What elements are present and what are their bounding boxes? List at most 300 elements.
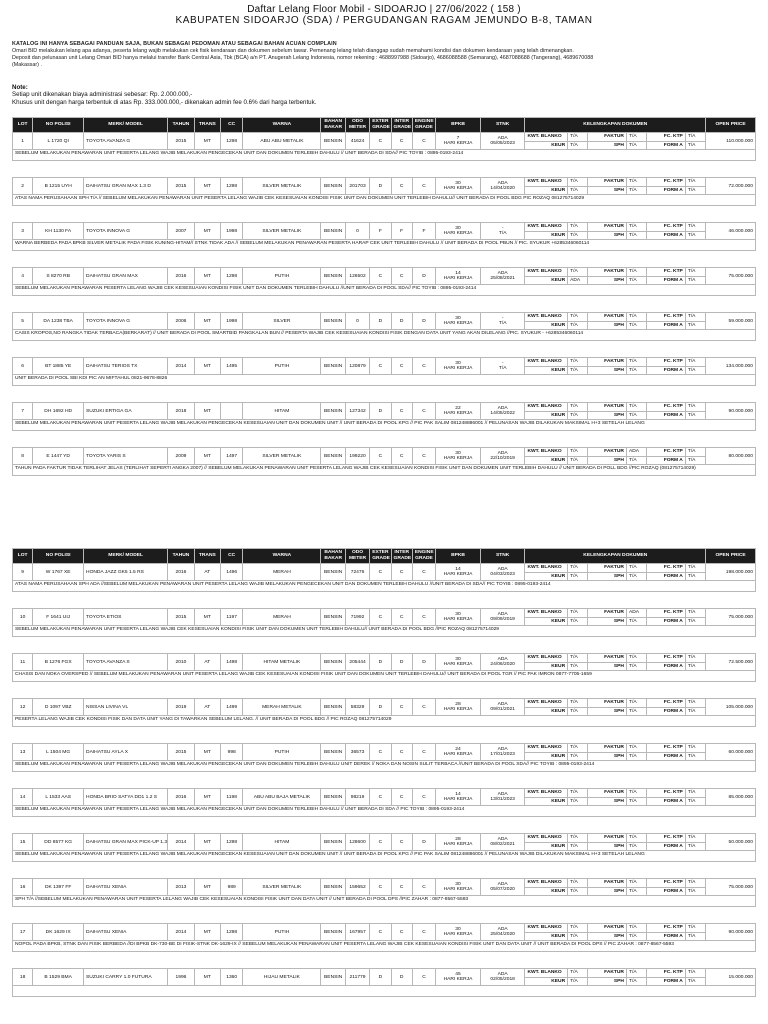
- stnk-date: 09/09/2019: [490, 617, 515, 622]
- faktur-value: T/A: [626, 178, 646, 187]
- engine-cc: 1498: [221, 654, 243, 671]
- car-color: PUTIH: [243, 358, 321, 375]
- stnk-date: T/A: [498, 321, 507, 326]
- row-spacer: [13, 727, 756, 744]
- exterior-grade: C: [370, 133, 391, 150]
- fc-ktp-value: T/A: [685, 609, 705, 618]
- column-header: CC: [221, 118, 243, 133]
- row-spacer: [13, 431, 756, 448]
- kwt-blanko-label: KWT. BLANKO: [525, 834, 568, 843]
- fuel-type: BENSIN: [321, 268, 345, 285]
- engine-cc: 1998: [221, 313, 243, 330]
- transmission: MT: [194, 223, 220, 240]
- faktur-label: FAKTUR: [588, 789, 627, 798]
- sph-value: T/A: [626, 797, 646, 806]
- keur-value: T/A: [568, 231, 588, 240]
- exterior-grade: C: [370, 924, 391, 941]
- car-year: 2016: [168, 268, 194, 285]
- kwt-blanko-value: T/A: [568, 403, 588, 412]
- open-price: 75.000.000: [706, 268, 756, 285]
- transmission: MT: [194, 358, 220, 375]
- column-header: KELENGKAPAN DOKUMEN: [525, 118, 706, 133]
- car-model: HONDA BRIO SATYA DD1 1.2 S: [84, 789, 168, 806]
- plate-number: BT 1885 YE: [33, 358, 84, 375]
- engine-grade: C: [412, 744, 435, 761]
- stnk-status: [480, 178, 525, 195]
- sph-value: T/A: [626, 887, 646, 896]
- table-header-row: [13, 549, 756, 564]
- sph-value: T/A: [626, 456, 646, 465]
- fc-ktp-value: T/A: [685, 969, 705, 978]
- bpkb-value: 30: [455, 225, 461, 231]
- lot-number: 7: [13, 403, 33, 420]
- car-color: SILVER METALIK: [243, 178, 321, 195]
- fuel-type: BENSIN: [321, 924, 345, 941]
- car-model: DAIHATSU GRAN MAX PICK-UP 1.3: [84, 834, 168, 851]
- bpkb-days: [436, 178, 481, 195]
- exterior-grade: D: [370, 654, 391, 671]
- lot-number: 10: [13, 609, 33, 626]
- plate-number: E 1447 YD: [33, 448, 84, 465]
- fc-ktp-value: T/A: [685, 654, 705, 663]
- fc-ktp-value: T/A: [685, 699, 705, 708]
- disclaimer-heading: KATALOG INI HANYA SEBAGAI PANDUAN SAJA, BUKAN SEBAGAI PEDOMAN ATAU SEBAGAI BAHAN ACUAN COMPLAIN: [12, 41, 337, 47]
- car-year: 2015: [168, 744, 194, 761]
- exterior-grade: D: [370, 178, 391, 195]
- row-spacer: [13, 907, 756, 924]
- odometer: 127342: [345, 403, 369, 420]
- stnk-value: -: [501, 315, 504, 321]
- fc-ktp-label: FC. KTP: [647, 969, 686, 978]
- sph-value: T/A: [626, 932, 646, 941]
- note-admin-fee: Setiap unit dikenakan biaya administrasi sebesar: Rp. 2.000.000,-: [12, 91, 193, 98]
- open-price: 72.500.000: [706, 654, 756, 671]
- car-color: HITAM: [243, 834, 321, 851]
- plate-number: S 8270 RB: [33, 268, 84, 285]
- spacer-cell: [13, 682, 756, 699]
- car-color: PUTIH: [243, 268, 321, 285]
- sph-label: SPH: [588, 186, 627, 195]
- lot-note: CASIS KROPOS,NO RANGKA TIDAK TERBACA(BERKARAT) // UNIT BERADA DI POOL SMARTBID PANGKALAN BUN // PESERTA WAJIB CEK KESESUAIAN KONDISI FISIK DENGAN DATA UNIT YANG AKAN DILELANG //PIC. SYUKUR - +6285346060114: [13, 330, 756, 341]
- fc-ktp-label: FC. KTP: [647, 879, 686, 888]
- transmission: MT: [194, 789, 220, 806]
- table-row: [13, 744, 756, 753]
- stnk-value: ADA: [497, 881, 508, 887]
- transmission: MT: [194, 313, 220, 330]
- bpkb-unit: HARI KERJA: [443, 887, 473, 892]
- stnk-status: [480, 223, 525, 240]
- table-row: [13, 834, 756, 843]
- transmission: MT: [194, 133, 220, 150]
- sph-label: SPH: [588, 572, 627, 581]
- fc-ktp-value: T/A: [685, 924, 705, 933]
- bpkb-days: [436, 268, 481, 285]
- car-model: DAIHATSU TERIOS TX: [84, 358, 168, 375]
- engine-grade: C: [412, 448, 435, 465]
- keur-label: KEUR: [525, 141, 568, 150]
- exterior-grade: C: [370, 789, 391, 806]
- sph-label: SPH: [588, 276, 627, 285]
- kwt-blanko-value: T/A: [568, 609, 588, 618]
- fuel-type: BENSIN: [321, 178, 345, 195]
- plate-number: F 1641 UIJ: [33, 609, 84, 626]
- fc-ktp-label: FC. KTP: [647, 654, 686, 663]
- keur-value: T/A: [568, 842, 588, 851]
- interior-grade: C: [391, 834, 412, 851]
- keur-label: KEUR: [525, 276, 568, 285]
- stnk-status: [480, 133, 525, 150]
- kwt-blanko-label: KWT. BLANKO: [525, 268, 568, 277]
- car-year: 2014: [168, 358, 194, 375]
- stnk-date: 14/04/2020: [490, 186, 515, 191]
- fc-ktp-value: T/A: [685, 133, 705, 142]
- fuel-type: BENSIN: [321, 564, 345, 581]
- stnk-date: 17/01/2023: [490, 752, 515, 757]
- interior-grade: C: [391, 924, 412, 941]
- stnk-status: [480, 448, 525, 465]
- faktur-label: FAKTUR: [588, 564, 627, 573]
- sph-value: T/A: [626, 617, 646, 626]
- car-model: TOYOTA INNOVA G: [84, 223, 168, 240]
- spacer-cell: [13, 296, 756, 313]
- faktur-label: FAKTUR: [588, 358, 627, 367]
- stnk-date: 13/01/2023: [490, 797, 515, 802]
- bpkb-unit: HARI KERJA: [443, 186, 473, 191]
- engine-grade: C: [412, 879, 435, 896]
- faktur-label: FAKTUR: [588, 924, 627, 933]
- stnk-date: 25/08/2021: [490, 276, 515, 281]
- transmission: AT: [194, 564, 220, 581]
- fuel-type: BENSIN: [321, 448, 345, 465]
- faktur-label: FAKTUR: [588, 744, 627, 753]
- plate-number: DA 1238 TBA: [33, 313, 84, 330]
- exterior-grade: D: [370, 403, 391, 420]
- car-color: HITAM: [243, 403, 321, 420]
- stnk-value: ADA: [497, 701, 508, 707]
- stnk-status: [480, 969, 525, 986]
- faktur-value: T/A: [626, 564, 646, 573]
- bpkb-value: 30: [455, 611, 461, 617]
- bpkb-days: [436, 744, 481, 761]
- interior-grade: C: [391, 448, 412, 465]
- exterior-grade: D: [370, 969, 391, 986]
- bpkb-days: [436, 313, 481, 330]
- car-year: 2019: [168, 699, 194, 716]
- column-header: EXTER GRADE: [370, 118, 391, 133]
- disclaimer-payment: Deposit dan pelunasan unit Lelang Omari BID hanya melalui transfer Bank Central Asia, Tbk (BCA) a/n PT. Anugerah Lelang Indonesia, nomor rekening : 4688997988 (Sidoarjo), 4686088588 (Semarang), 4687088688 (Tangerang), 4689670088: [12, 55, 594, 61]
- exterior-grade: D: [370, 313, 391, 330]
- table-row: [13, 403, 756, 412]
- engine-grade: D: [412, 654, 435, 671]
- faktur-label: FAKTUR: [588, 879, 627, 888]
- lot-number: 16: [13, 879, 33, 896]
- keur-value: T/A: [568, 662, 588, 671]
- stnk-value: -: [501, 225, 504, 231]
- engine-grade: F: [412, 223, 435, 240]
- car-year: 2016: [168, 789, 194, 806]
- open-price: 90.000.000: [706, 924, 756, 941]
- car-model: DAIHATSU GRAN MAX: [84, 268, 168, 285]
- bpkb-days: [436, 924, 481, 941]
- open-price: 46.000.000: [706, 223, 756, 240]
- row-spacer: [13, 772, 756, 789]
- car-model: SUZUKI CARRY 1.0 FUTURA: [84, 969, 168, 986]
- keur-label: KEUR: [525, 366, 568, 375]
- form-a-label: FORM A: [647, 977, 686, 986]
- spacer-cell: [13, 431, 756, 448]
- form-a-label: FORM A: [647, 276, 686, 285]
- car-model: SUZUKI ERTIGA GA: [84, 403, 168, 420]
- engine-cc: 1198: [221, 789, 243, 806]
- form-a-label: FORM A: [647, 662, 686, 671]
- lot-note: PESERTA LELANG WAJIB CEK KONDISI FISIK DAN DATA UNIT YANG DI TAWARKAN SEBELUM LELANG. // UNIT BERADA DI POOL BDG // PIC ROZAQ 081275714029: [13, 716, 756, 727]
- keur-value: T/A: [568, 707, 588, 716]
- lot-note-row: [13, 375, 756, 386]
- keur-label: KEUR: [525, 411, 568, 420]
- stnk-date: 25/04/2020: [490, 932, 515, 937]
- keur-label: KEUR: [525, 186, 568, 195]
- kwt-blanko-label: KWT. BLANKO: [525, 133, 568, 142]
- car-model: NISSAN LIVINA VL: [84, 699, 168, 716]
- note-title: Note:: [12, 84, 28, 91]
- interior-grade: C: [391, 699, 412, 716]
- bpkb-days: [436, 358, 481, 375]
- lot-table-1: [12, 117, 756, 476]
- stnk-date: 05/07/2020: [490, 887, 515, 892]
- disclaimer-text: Omari BID melakukan lelang apa adanya, peserta lelang wajib melakukan cek fisik kendaraan dan dokumen sebelum tawar. Pemenang lelang telah dianggap sudah memahami kondisi dan dokumen kendaraan yang telah dimenangkan.: [12, 48, 574, 54]
- lot-note: ATAS NAMA PERUSAHAAN SPH T/A // SEBELUM MELAKUKAN PENAWARAN UNIT PESERTA LELANG WAJIB CEK KESESUAIAN KONDISI FISIK UNIT DAN DOKUMEN UNIT TERLEBIH DAHULU// UNIT BERADA DI POOL BDG PIC ROZAQ 081275714029: [13, 195, 756, 206]
- column-header: NO POLISI: [33, 118, 84, 133]
- fc-ktp-label: FC. KTP: [647, 834, 686, 843]
- odometer: 211779: [345, 969, 369, 986]
- sph-label: SPH: [588, 887, 627, 896]
- sph-value: T/A: [626, 977, 646, 986]
- column-header: BAHAN BAKAR: [321, 549, 345, 564]
- form-a-value: T/A: [685, 456, 705, 465]
- keur-label: KEUR: [525, 231, 568, 240]
- lot-number: 15: [13, 834, 33, 851]
- fuel-type: BENSIN: [321, 969, 345, 986]
- keur-label: KEUR: [525, 842, 568, 851]
- bpkb-unit: HARI KERJA: [443, 321, 473, 326]
- sph-label: SPH: [588, 932, 627, 941]
- bpkb-value: 22: [455, 405, 461, 411]
- form-a-value: T/A: [685, 366, 705, 375]
- fc-ktp-value: T/A: [685, 448, 705, 457]
- table-row: [13, 924, 756, 933]
- spacer-cell: [13, 727, 756, 744]
- lot-note: SPH T/A //SEBELUM MELAKUKAN PENAWARAN UNIT PESERTA LELANG WAJIB CEK KESESUAIAN KONDISI FISIK UNIT DAN DATA UNIT // UNIT BERADA DI POOL DPS //PIC ZAHAR : 0877-8567-5593: [13, 896, 756, 907]
- column-header: INTER GRADE: [391, 549, 412, 564]
- form-a-value: T/A: [685, 977, 705, 986]
- table-row: [13, 313, 756, 322]
- kwt-blanko-label: KWT. BLANKO: [525, 609, 568, 618]
- keur-label: KEUR: [525, 932, 568, 941]
- kwt-blanko-label: KWT. BLANKO: [525, 924, 568, 933]
- stnk-value: ADA: [497, 135, 508, 141]
- form-a-value: T/A: [685, 842, 705, 851]
- transmission: MT: [194, 178, 220, 195]
- spacer-cell: [13, 206, 756, 223]
- transmission: AT: [194, 699, 220, 716]
- bpkb-unit: HARI KERJA: [443, 572, 473, 577]
- stnk-date: 04/03/2023: [490, 572, 515, 577]
- faktur-value: ADA: [626, 448, 646, 457]
- form-a-value: T/A: [685, 662, 705, 671]
- stnk-status: [480, 789, 525, 806]
- odometer: 167957: [345, 924, 369, 941]
- stnk-value: ADA: [497, 450, 508, 456]
- lot-note-row: [13, 581, 756, 592]
- fc-ktp-label: FC. KTP: [647, 924, 686, 933]
- form-a-value: T/A: [685, 321, 705, 330]
- odometer: 199220: [345, 448, 369, 465]
- stnk-status: [480, 358, 525, 375]
- bpkb-value: 24: [455, 746, 461, 752]
- form-a-label: FORM A: [647, 797, 686, 806]
- bpkb-days: [436, 609, 481, 626]
- lot-note-row: [13, 761, 756, 772]
- kwt-blanko-value: T/A: [568, 654, 588, 663]
- fc-ktp-label: FC. KTP: [647, 178, 686, 187]
- plate-number: DH 1692 HD: [33, 403, 84, 420]
- bpkb-value: 28: [455, 836, 461, 842]
- lot-number: 18: [13, 969, 33, 986]
- car-year: 2016: [168, 564, 194, 581]
- bpkb-value: 14: [455, 791, 461, 797]
- kwt-blanko-value: T/A: [568, 313, 588, 322]
- lot-note-row: [13, 330, 756, 341]
- odometer: 128600: [345, 834, 369, 851]
- car-model: DAIHATSU XENIA: [84, 879, 168, 896]
- catalog-location: KABUPATEN SIDOARJO (SDA) / PERGUDANGAN RAGAM JEMUNDO B-8, TAMAN: [175, 15, 593, 26]
- open-price: 60.000.000: [706, 744, 756, 761]
- car-model: DAIHATSU AYLA X: [84, 744, 168, 761]
- car-model: DAIHATSU GRAN MAX 1.3 D: [84, 178, 168, 195]
- table-row: [13, 969, 756, 978]
- faktur-value: T/A: [626, 358, 646, 367]
- column-header: TRANS: [194, 549, 220, 564]
- kwt-blanko-value: T/A: [568, 834, 588, 843]
- sph-value: T/A: [626, 752, 646, 761]
- interior-grade: C: [391, 744, 412, 761]
- bpkb-unit: HARI KERJA: [443, 752, 473, 757]
- engine-grade: C: [412, 358, 435, 375]
- column-header: LOT: [13, 118, 33, 133]
- open-price: 75.000.000: [706, 609, 756, 626]
- lot-note-row: [13, 626, 756, 637]
- table-row: [13, 178, 756, 187]
- table-row: [13, 448, 756, 457]
- stnk-status: [480, 403, 525, 420]
- spacer-cell: [13, 772, 756, 789]
- car-year: 2015: [168, 133, 194, 150]
- exterior-grade: F: [370, 223, 391, 240]
- spacer-cell: [13, 907, 756, 924]
- bpkb-days: [436, 654, 481, 671]
- table-row: [13, 133, 756, 142]
- faktur-label: FAKTUR: [588, 699, 627, 708]
- sph-value: T/A: [626, 321, 646, 330]
- faktur-value: T/A: [626, 654, 646, 663]
- car-year: 2014: [168, 924, 194, 941]
- keur-value: T/A: [568, 572, 588, 581]
- faktur-value: T/A: [626, 879, 646, 888]
- odometer: 205444: [345, 654, 369, 671]
- keur-value: T/A: [568, 977, 588, 986]
- bpkb-value: 30: [455, 315, 461, 321]
- form-a-label: FORM A: [647, 231, 686, 240]
- car-year: 2018: [168, 403, 194, 420]
- fc-ktp-label: FC. KTP: [647, 564, 686, 573]
- stnk-date: 05/05/2023: [490, 141, 515, 146]
- kwt-blanko-value: T/A: [568, 358, 588, 367]
- odometer: 201703: [345, 178, 369, 195]
- exterior-grade: D: [370, 699, 391, 716]
- lot-note: WARNA BERBEDA PADA BPKB SILVER METALIK PADA FISIK KUNING-HITAM// STNK TIDAK ADA // SEBELUM MELAKUKAN PENAWARAN PESERTA HARAP CEK UNIT TERLEBIH DAHULU // UNIT BERADA DI POOL PBUN // PIC. SYUKUR +6285346060114: [13, 240, 756, 251]
- lot-table-2: [12, 548, 756, 997]
- engine-cc: 1497: [221, 448, 243, 465]
- faktur-label: FAKTUR: [588, 133, 627, 142]
- row-spacer: [13, 386, 756, 403]
- car-model: TOYOTA INNOVA G: [84, 313, 168, 330]
- engine-cc: 1298: [221, 834, 243, 851]
- lot-note: CHASIS DAN NOKA OVERSPED // SEBELUM MELAKUKAN PENAWARAN UNIT PESERTA LELANG WAJIB CEK KESESUAIAN KONDISI FISIK UNIT DAN DOKUMEN UNIT TERLEBIH DAHULU// UNIT BERADA DI POOL TGR // PIC PAK IMRON 0877-7705-1659: [13, 671, 756, 682]
- fuel-type: BENSIN: [321, 834, 345, 851]
- plate-number: DK 1397 FF: [33, 879, 84, 896]
- engine-cc: 989: [221, 879, 243, 896]
- keur-value: T/A: [568, 411, 588, 420]
- engine-cc: 1298: [221, 178, 243, 195]
- fc-ktp-value: T/A: [685, 178, 705, 187]
- car-model: TOYOTA AVANZA S: [84, 654, 168, 671]
- engine-grade: C: [412, 133, 435, 150]
- open-price: 110.000.000: [706, 133, 756, 150]
- engine-grade: C: [412, 924, 435, 941]
- lot-number: 17: [13, 924, 33, 941]
- sph-value: T/A: [626, 366, 646, 375]
- interior-grade: D: [391, 969, 412, 986]
- engine-cc: 1998: [221, 223, 243, 240]
- kwt-blanko-label: KWT. BLANKO: [525, 969, 568, 978]
- fc-ktp-label: FC. KTP: [647, 358, 686, 367]
- fc-ktp-label: FC. KTP: [647, 789, 686, 798]
- bpkb-value: 30: [455, 450, 461, 456]
- spacer-cell: [13, 592, 756, 609]
- column-header: ENGINE GRADE: [412, 118, 435, 133]
- bpkb-days: [436, 834, 481, 851]
- engine-grade: C: [412, 403, 435, 420]
- kwt-blanko-label: KWT. BLANKO: [525, 699, 568, 708]
- transmission: MT: [194, 834, 220, 851]
- lot-note: SEBELUM MELAKUKAN PENAWARAN UNIT PESERTA LELANG WAJIB MELAKUKAN PENGECEKAN UNIT DAN DOKUMEN TERLEBIH DAHULU UNIT DEREK // NOKA DAN NOSIN SULIT TERBACA //UNIT BERADA DI POOL SDA// PIC TOYIB : 0895-0193-2414: [13, 761, 756, 772]
- interior-grade: D: [391, 654, 412, 671]
- column-header: OPEN PRICE: [706, 118, 756, 133]
- plate-number: L 1504 MG: [33, 744, 84, 761]
- row-spacer: [13, 817, 756, 834]
- kwt-blanko-value: T/A: [568, 699, 588, 708]
- car-model: TOYOTA YARIS S: [84, 448, 168, 465]
- fc-ktp-label: FC. KTP: [647, 268, 686, 277]
- stnk-status: [480, 744, 525, 761]
- lot-note-row: [13, 851, 756, 862]
- table-row: [13, 699, 756, 708]
- form-a-value: T/A: [685, 617, 705, 626]
- kwt-blanko-label: KWT. BLANKO: [525, 744, 568, 753]
- lot-number: 5: [13, 313, 33, 330]
- lot-note: ATAS NAMA PERUSAHAAN SPH ADA //SEBELUM MELAKUKAN PENAWARAN UNIT PESERTA LELANG WAJIB MELAKUKAN PENGECEKAN UNIT DAN DOKUMEN TERLEBIH DAHULU //UNIT BERADA DI SDA// PIC TOYIB : 0895-0193-2414: [13, 581, 756, 592]
- form-a-label: FORM A: [647, 932, 686, 941]
